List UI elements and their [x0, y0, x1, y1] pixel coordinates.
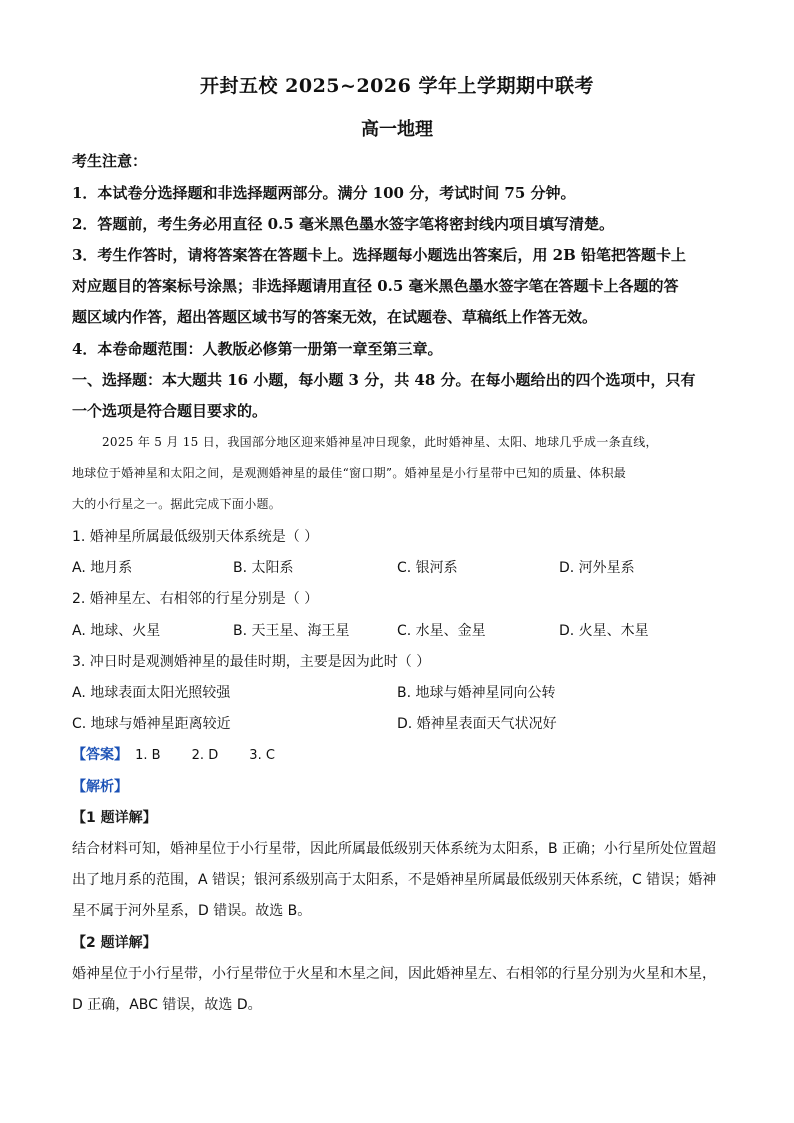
answer-label: 【答案】 [72, 747, 128, 763]
answer-1: 1. B [135, 748, 161, 763]
detail-2-line-2: D 正确，ABC 错误，故选 D。 [72, 997, 262, 1013]
q1-option-a: A. 地月系 [72, 560, 133, 576]
question-2-stem: 2. 婚神星左、右相邻的行星分别是（ ） [72, 591, 319, 607]
q1-option-d: D. 河外星系 [559, 560, 635, 576]
detail-1-line-2: 出了地月系的范围，A 错误；银河系级别高于太阳系，不是婚神星所属最低级别天体系统，C 错误；婚神 [72, 872, 717, 888]
detail-1-line-3: 星不属于河外星系，D 错误。故选 B。 [72, 903, 312, 919]
answer-row [72, 744, 275, 764]
q3-option-a: A. 地球表面太阳光照较强 [72, 685, 231, 701]
section-heading-cont: 一个选项是符合题目要求的。 [72, 402, 268, 420]
notice-heading: 考生注意： [72, 152, 148, 170]
section-heading: 一、选择题：本大题共 16 小题，每小题 3 分，共 48 分。在每小题给出的四个选项中，只有 [72, 371, 696, 389]
notice-item-3-end: 题区域内作答，超出答题区域书写的答案无效，在试题卷、草稿纸上作答无效。 [72, 308, 598, 326]
detail-2-label: 【2 题详解】 [72, 935, 157, 951]
question-1-stem: 1. 婚神星所属最低级别天体系统是（ ） [72, 529, 319, 545]
q2-option-c: C. 水星、金星 [397, 623, 486, 639]
q3-option-c: C. 地球与婚神星距离较近 [72, 716, 231, 732]
material-line-3: 大的小行星之一。据此完成下面小题。 [72, 497, 282, 511]
detail-2-line-1: 婚神星位于小行星带，小行星带位于火星和木星之间，因此婚神星左、右相邻的行星分别为火星和木星， [72, 966, 716, 982]
material-line-1: 2025 年 5 月 15 日，我国部分地区迎来婚神星冲日现象，此时婚神星、太阳、地球几乎成一条直线， [102, 435, 658, 449]
q3-option-d: D. 婚神星表面天气状况好 [397, 716, 557, 732]
exam-title: 开封五校 2025~2026 学年上学期期中联考 [200, 75, 594, 97]
answer-3: 3. C [249, 748, 275, 763]
q3-option-b: B. 地球与婚神星同向公转 [397, 685, 556, 701]
detail-1-line-1: 结合材料可知，婚神星位于小行星带，因此所属最低级别天体系统为太阳系，B 正确；小行星所处位置超 [72, 841, 717, 857]
subject-title: 高一地理 [361, 119, 433, 140]
notice-item-3: 3．考生作答时，请将答案答在答题卡上。选择题每小题选出答案后，用 2B 铅笔把答题卡上 [72, 246, 687, 264]
answer-2: 2. D [191, 748, 219, 763]
q2-option-a: A. 地球、火星 [72, 623, 161, 639]
material-line-2: 地球位于婚神星和太阳之间，是观测婚神星的最佳“窗口期”。婚神星是小行星带中已知的质量、体积最 [72, 466, 627, 480]
notice-item-1: 1．本试卷分选择题和非选择题两部分。满分 100 分，考试时间 75 分钟。 [72, 184, 576, 202]
notice-item-2: 2．答题前，考生务必用直径 0.5 毫米黑色墨水签字笔将密封线内项目填写清楚。 [72, 215, 614, 233]
q2-option-b: B. 天王星、海王星 [233, 623, 350, 639]
analysis-label: 【解析】 [72, 779, 128, 795]
q2-option-d: D. 火星、木星 [559, 623, 649, 639]
notice-item-3-cont: 对应题目的答案标号涂黑；非选择题请用直径 0.5 毫米黑色墨水签字笔在答题卡上各题的答 [72, 277, 679, 295]
q1-option-b: B. 太阳系 [233, 560, 294, 576]
detail-1-label: 【1 题详解】 [72, 810, 157, 826]
q1-option-c: C. 银河系 [397, 560, 458, 576]
notice-item-4: 4．本卷命题范围：人教版必修第一册第一章至第三章。 [72, 340, 443, 358]
question-3-stem: 3. 冲日时是观测婚神星的最佳时期，主要是因为此时（ ） [72, 654, 431, 670]
